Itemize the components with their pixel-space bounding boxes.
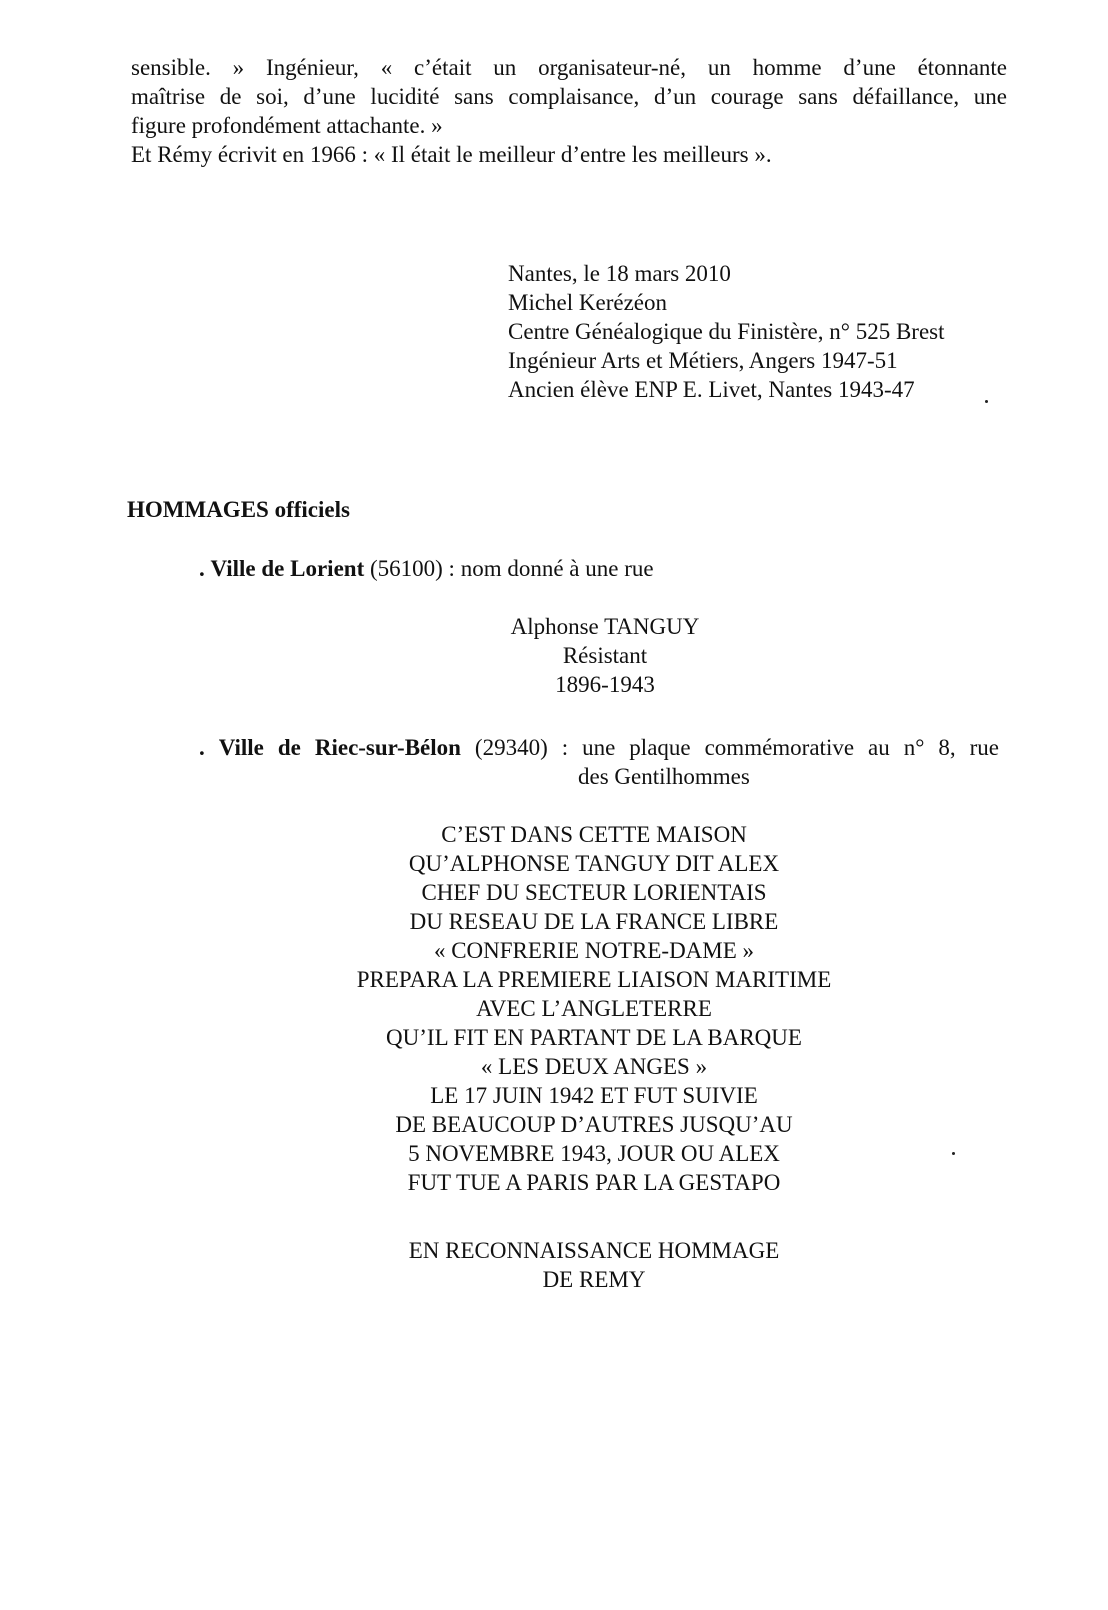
hommage-riec: [199, 733, 999, 791]
plaque-line: C’EST DANS CETTE MAISON: [441, 822, 747, 847]
intro-paragraph: [131, 53, 1007, 169]
plaque-line: CHEF DU SECTEUR LORIENTAIS: [421, 880, 767, 905]
closing-line: DE REMY: [542, 1267, 646, 1292]
city-lorient: Ville de Lorient: [210, 556, 365, 581]
plaque-line: LE 17 JUIN 1942 ET FUT SUIVIE: [430, 1083, 758, 1108]
closing-line: EN RECONNAISSANCE HOMMAGE: [408, 1238, 780, 1263]
inscription-line: Résistant: [562, 643, 648, 668]
signature-name: Michel Kerézéon: [508, 290, 668, 315]
plaque-line: 5 NOVEMBRE 1943, JOUR OU ALEX: [408, 1141, 780, 1166]
signature-affiliation-2: Ingénieur Arts et Métiers, Angers 1947-51: [508, 348, 898, 373]
inscription-line: 1896-1943: [555, 672, 655, 697]
street-sign-inscription: [500, 612, 710, 699]
intro-line-4: Et Rémy écrivit en 1966 : « Il était le meilleur d’entre les meilleurs ».: [131, 142, 772, 167]
signature-block: [508, 259, 945, 404]
scan-speck: [985, 400, 988, 403]
intro-line-2: maîtrise de soi, d’une lucidité sans complaisance, d’un courage sans défaillance, une: [131, 84, 1007, 109]
riec-detail-2: des Gentilhommes: [578, 764, 750, 789]
plaque-line: « LES DEUX ANGES »: [480, 1054, 708, 1079]
plaque-line: DE BEAUCOUP D’AUTRES JUSQU’AU: [395, 1112, 793, 1137]
signature-affiliation-3: Ancien élève ENP E. Livet, Nantes 1943-47: [508, 377, 915, 402]
plaque-line: « CONFRERIE NOTRE-DAME »: [433, 938, 755, 963]
plaque-closing: [40, 1236, 1108, 1294]
bullet-marker: .: [199, 556, 205, 581]
city-riec: Ville de Riec-sur-Bélon: [218, 735, 461, 760]
signature-affiliation-1: Centre Généalogique du Finistère, n° 525 Brest: [508, 319, 945, 344]
intro-line-1: sensible. » Ingénieur, « c’était un organisateur-né, un homme d’une étonnante: [131, 55, 1007, 80]
plaque-inscription: [40, 820, 1108, 1197]
inscription-line: Alphonse TANGUY: [510, 614, 700, 639]
intro-line-3: figure profondément attachante. »: [131, 113, 443, 138]
plaque-line: AVEC L’ANGLETERRE: [476, 996, 712, 1021]
bullet-marker: .: [199, 735, 205, 760]
plaque-line: FUT TUE A PARIS PAR LA GESTAPO: [407, 1170, 781, 1195]
section-heading: HOMMAGES officiels: [127, 497, 350, 522]
plaque-line: DU RESEAU DE LA FRANCE LIBRE: [409, 909, 779, 934]
lorient-detail: (56100) : nom donné à une rue: [364, 556, 654, 581]
plaque-line: PREPARA LA PREMIERE LIAISON MARITIME: [356, 967, 832, 992]
plaque-line: QU’IL FIT EN PARTANT DE LA BARQUE: [386, 1025, 802, 1050]
plaque-line: QU’ALPHONSE TANGUY DIT ALEX: [408, 851, 780, 876]
signature-place-date: Nantes, le 18 mars 2010: [508, 261, 731, 286]
scan-speck: [952, 1152, 955, 1155]
riec-detail-1: (29340) : une plaque commémorative au n° 8, rue: [460, 735, 1000, 760]
hommage-lorient: [199, 554, 654, 583]
